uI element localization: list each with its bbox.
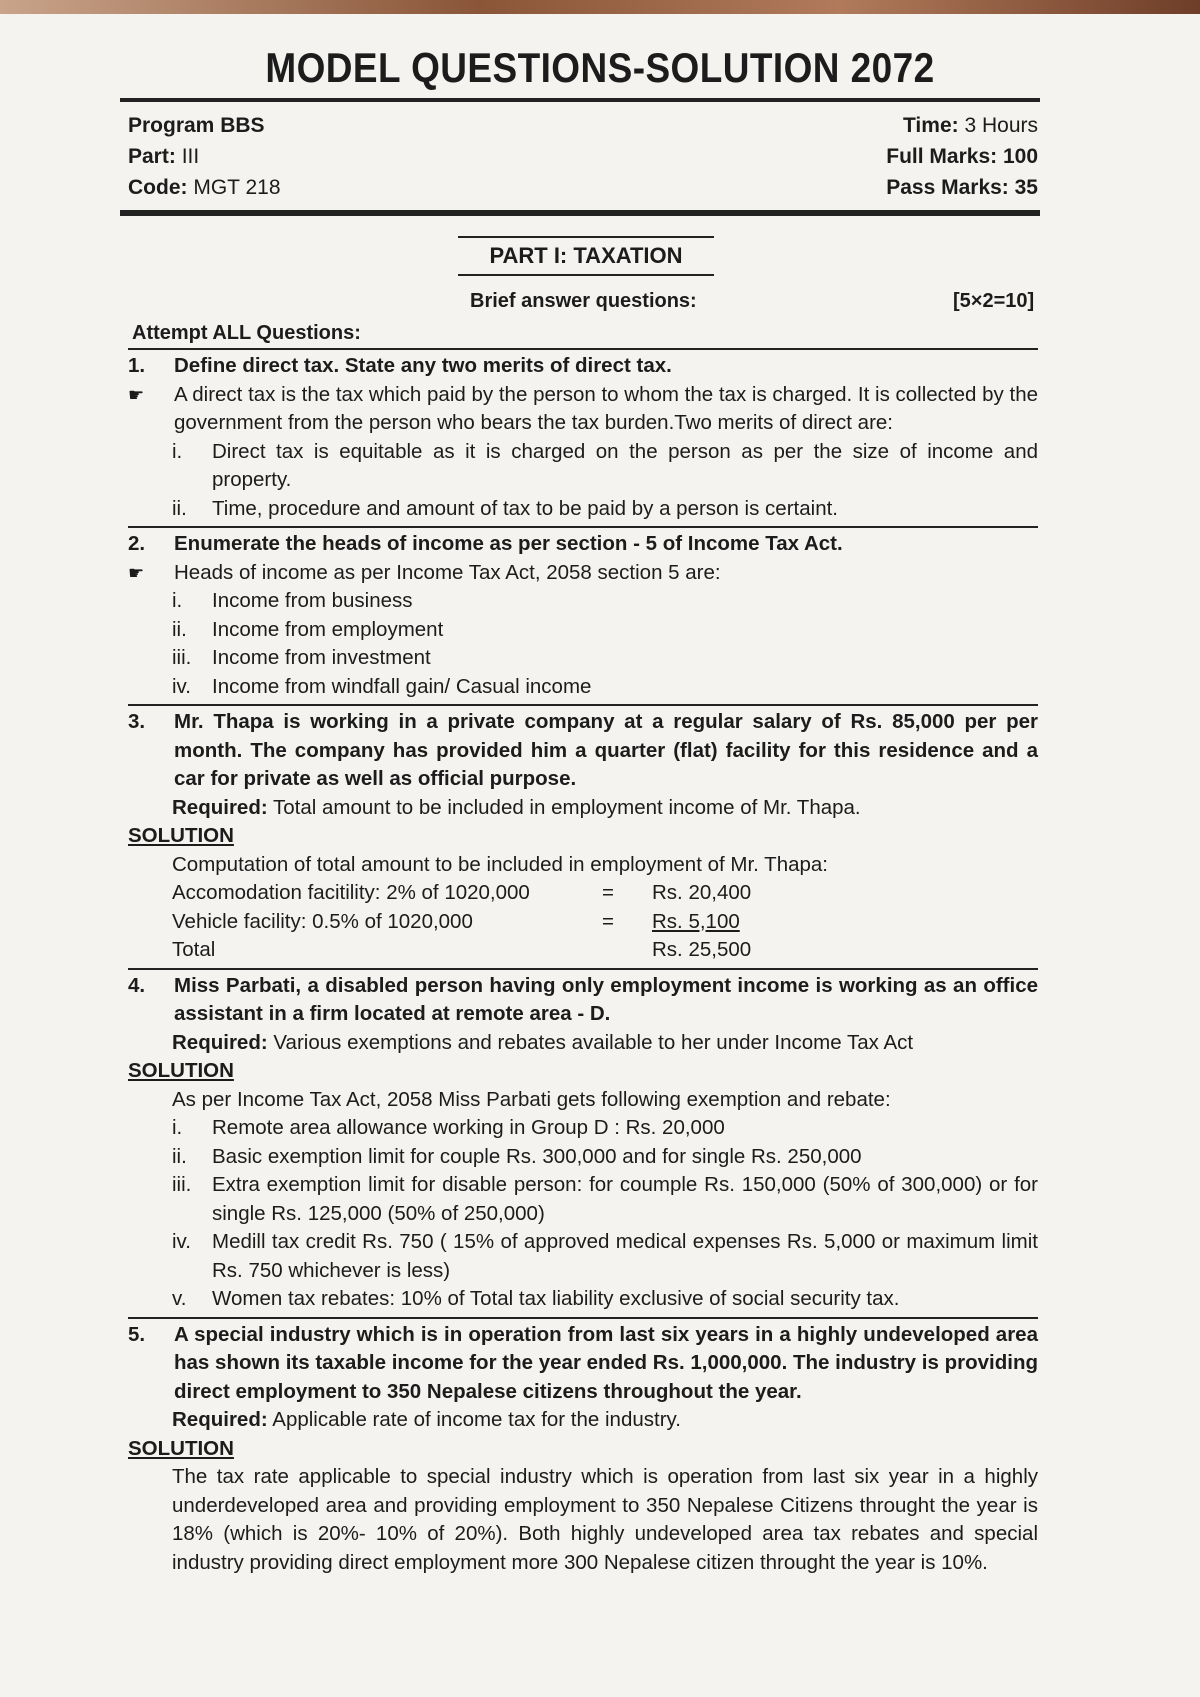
required-4: Required: Various exemptions and rebates available to her under Income Tax Act <box>172 1030 914 1054</box>
solution-intro: As per Income Tax Act, 2058 Miss Parbati gets following exemption and rebate: <box>172 1087 891 1111</box>
question-text: Define direct tax. State any two merits of direct tax. <box>174 354 672 377</box>
header-rule <box>120 210 1040 216</box>
solution-heading: SOLUTION <box>128 824 234 847</box>
list-item: iv. Income from windfall gain/ Casual income <box>172 674 592 698</box>
questions-body <box>128 348 1038 1577</box>
list-item: iii. Income from investment <box>172 646 431 669</box>
computation-title: Computation of total amount to be included in employment of Mr. Thapa: <box>172 852 828 876</box>
header-right <box>886 110 1038 203</box>
list-item: ii. Income from employment <box>172 617 444 641</box>
time-row: Time: 3 Hours <box>902 114 1038 137</box>
question-2: 2. Enumerate the heads of income as per section - 5 of Income Tax Act. <box>128 530 1038 559</box>
header-left <box>128 110 281 203</box>
divider <box>128 704 1038 706</box>
list-item: i. Direct tax is equitable as it is charged on the person as per the size of income and property. <box>172 439 1038 491</box>
question-1: 1. Define direct tax. State any two merits of direct tax. <box>128 352 1038 381</box>
question-text: A special industry which is in operation from last six years in a highly undeveloped area has shown its taxable income for the year ended Rs. 1,000,000. The industry is providing direct employment to 350 Nepalese citizens throughout the year. <box>174 1322 1038 1403</box>
answer-2: ☛ Heads of income as per Income Tax Act, 2058 section 5 are: <box>128 559 1038 588</box>
question-text: Mr. Thapa is working in a private company at a regular salary of Rs. 85,000 per per month. The company has provided him a quarter (flat) facility for this residence and a car for private as well as official purpose. <box>174 710 1038 790</box>
question-4: 4. Miss Parbati, a disabled person having only employment income is working as an office assistant in a firm located at remote area - D. <box>128 972 1038 1029</box>
section-marks: [5×2=10] <box>953 290 1035 312</box>
section-subheading: Brief answer questions: <box>470 290 697 312</box>
full-marks: Full Marks: 100 <box>886 145 1038 168</box>
answer-1: ☛ A direct tax is the tax which paid by the person to whom the tax is charged. It is collected by the government from the person who bears the tax burden.Two merits of direct are: <box>128 381 1038 438</box>
title-rule <box>120 98 1040 102</box>
divider <box>128 1317 1038 1319</box>
document-title: MODEL QUESTIONS-SOLUTION 2072 <box>265 44 935 91</box>
divider <box>128 968 1038 970</box>
list-item: iv. Medill tax credit Rs. 750 ( 15% of approved medical expenses Rs. 5,000 or maximum limit Rs. 750 whichever is less) <box>172 1230 1038 1282</box>
instruction: Attempt ALL Questions: <box>132 322 361 344</box>
computation-total: Total Rs. 25,500 <box>172 938 752 961</box>
hand-pointer-icon: ☛ <box>128 384 145 405</box>
hand-pointer-icon: ☛ <box>128 562 145 583</box>
part-row: Part: III <box>128 145 200 168</box>
list-item: v. Women tax rebates: 10% of Total tax liability exclusive of social security tax. <box>172 1287 900 1310</box>
solution-text: The tax rate applicable to special industry which is operation from last six year in a highly underdeveloped area and providing employment to 350 Nepalese Citizens throught the year is 18% (which is 20%- 10% of 20%). Both highly undeveloped area tax rebates and special industry providing direct employment more 300 Nepalese citizen throught the year is 10%. <box>172 1465 1038 1574</box>
required-5: Required: Applicable rate of income tax for the industry. <box>172 1408 681 1431</box>
list-item: ii. Time, procedure and amount of tax to be paid by a person is certaint. <box>172 496 838 520</box>
top-edge-band <box>0 0 1200 14</box>
computation <box>172 851 1038 965</box>
question-3: 3. Mr. Thapa is working in a private company at a regular salary of Rs. 85,000 per per month. The company has provided him a quarter (flat) facility for this residence and a car for private as well as official purpose. <box>128 708 1038 794</box>
divider <box>128 526 1038 528</box>
code-row: Code: MGT 218 <box>128 176 281 199</box>
question-text: Miss Parbati, a disabled person having only employment income is working as an office assistant in a firm located at remote area - D. <box>174 973 1038 1025</box>
program-label: Program BBS <box>128 114 265 137</box>
required-3: Required: Total amount to be included in employment income of Mr. Thapa. <box>172 795 861 819</box>
solution-heading: SOLUTION <box>128 1436 234 1460</box>
computation-row: Vehicle facility: 0.5% of 1020,000 = Rs. 5,100 <box>172 909 740 933</box>
list-item: ii. Basic exemption limit for couple Rs. 300,000 and for single Rs. 250,000 <box>172 1144 862 1168</box>
computation-row: Accomodation facitility: 2% of 1020,000 = Rs. 20,400 <box>172 881 752 904</box>
question-text: Enumerate the heads of income as per section - 5 of Income Tax Act. <box>174 532 843 555</box>
question-5: 5. A special industry which is in operation from last six years in a highly undeveloped area has shown its taxable income for the year ended Rs. 1,000,000. The industry is providing direct employment to 350 Nepalese citizens throughout the year. <box>128 1321 1038 1407</box>
pass-marks: Pass Marks: 35 <box>886 176 1038 199</box>
solution-heading: SOLUTION <box>128 1059 234 1082</box>
list-item: i. Remote area allowance working in Group D : Rs. 20,000 <box>172 1116 725 1139</box>
list-item: i. Income from business <box>172 589 413 612</box>
divider <box>128 348 1038 350</box>
list-item: iii. Extra exemption limit for disable person: for coumple Rs. 150,000 (50% of 300,000) or for single Rs. 125,000 (50% of 250,000) <box>172 1173 1038 1225</box>
section-heading: PART I: TAXATION <box>458 236 714 276</box>
